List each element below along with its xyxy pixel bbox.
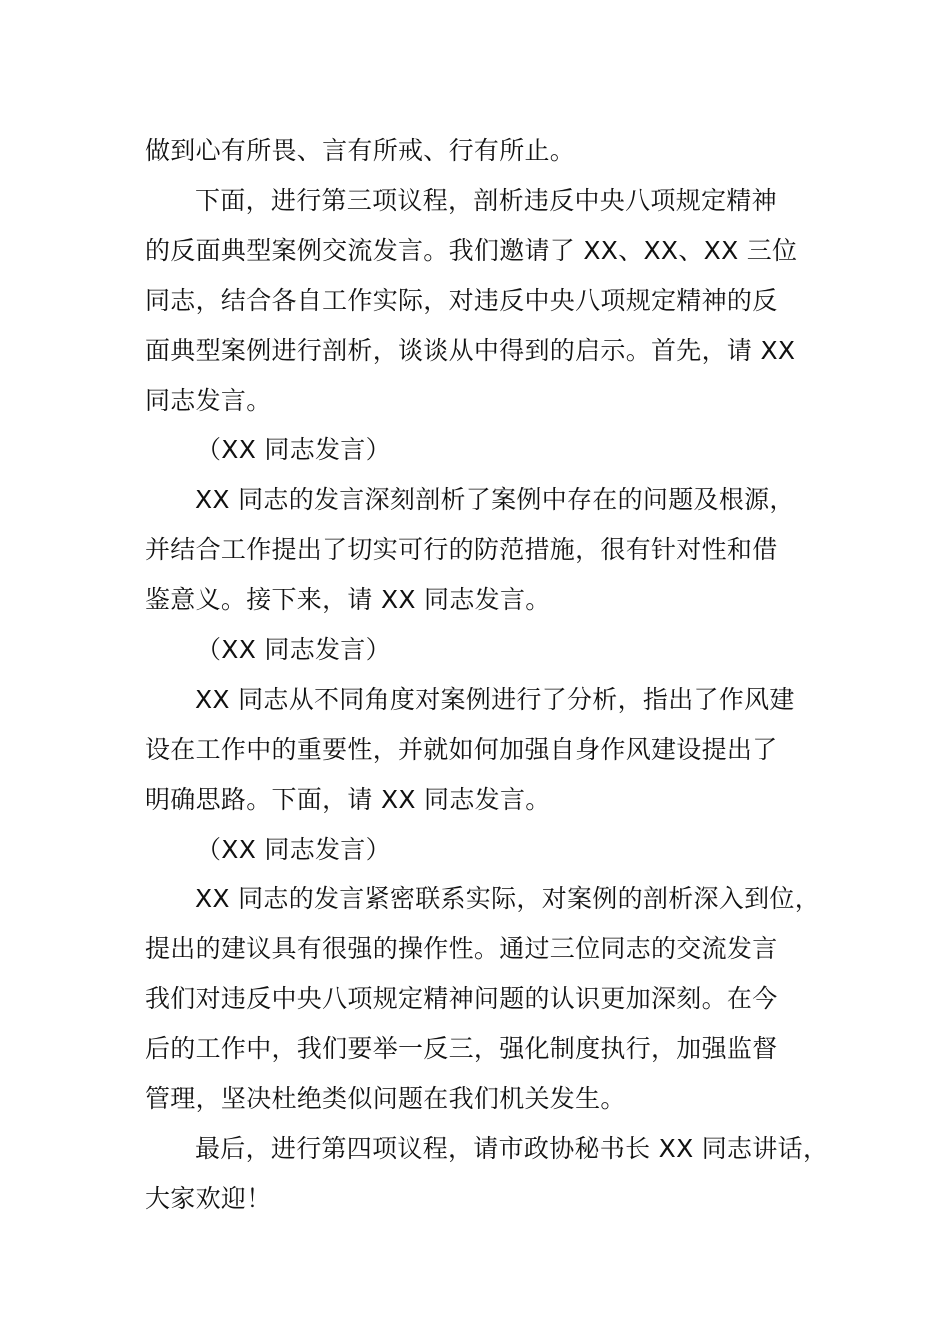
text-line: （XX 同志发言）	[196, 835, 391, 864]
text-line: 下面，进行第三项议程，剖析违反中央八项规定精神	[195, 186, 777, 215]
text-line: XX 同志的发言紧密联系实际，对案例的剖析深入到位，	[195, 884, 821, 913]
text-line: XX 同志从不同角度对案例进行了分析，指出了作风建	[195, 685, 795, 714]
text-line: 我们对违反中央八项规定精神问题的认识更加深刻。在今	[145, 984, 778, 1013]
text-line: （XX 同志发言）	[196, 635, 391, 664]
text-line: 鉴意义。接下来，请 XX 同志发言。	[145, 585, 551, 614]
text-line: 做到心有所畏、言有所戒、行有所止。	[145, 136, 576, 165]
text-line: 同志，结合各自工作实际，对违反中央八项规定精神的反	[145, 286, 778, 315]
text-line: （XX 同志发言）	[196, 435, 391, 464]
text-line: 管理，坚决杜绝类似问题在我们机关发生。	[145, 1084, 626, 1113]
text-line: 后的工作中，我们要举一反三，强化制度执行，加强监督	[145, 1034, 778, 1063]
text-line: 设在工作中的重要性，并就如何加强自身作风建设提出了	[145, 735, 778, 764]
text-line: 并结合工作提出了切实可行的防范措施，很有针对性和借	[145, 535, 778, 564]
text-line: 的反面典型案例交流发言。我们邀请了 XX、XX、XX 三位	[145, 236, 798, 265]
text-line: 最后，进行第四项议程，请市政协秘书长 XX 同志讲话，	[195, 1134, 829, 1163]
text-line: 同志发言。	[145, 386, 272, 415]
text-line: 大家欢迎！	[145, 1184, 272, 1213]
text-line: XX 同志的发言深刻剖析了案例中存在的问题及根源，	[195, 485, 795, 514]
text-line: 面典型案例进行剖析，谈谈从中得到的启示。首先，请 XX	[145, 336, 796, 365]
text-line: 提出的建议具有很强的操作性。通过三位同志的交流发言	[145, 934, 778, 963]
text-line: 明确思路。下面，请 XX 同志发言。	[145, 785, 551, 814]
